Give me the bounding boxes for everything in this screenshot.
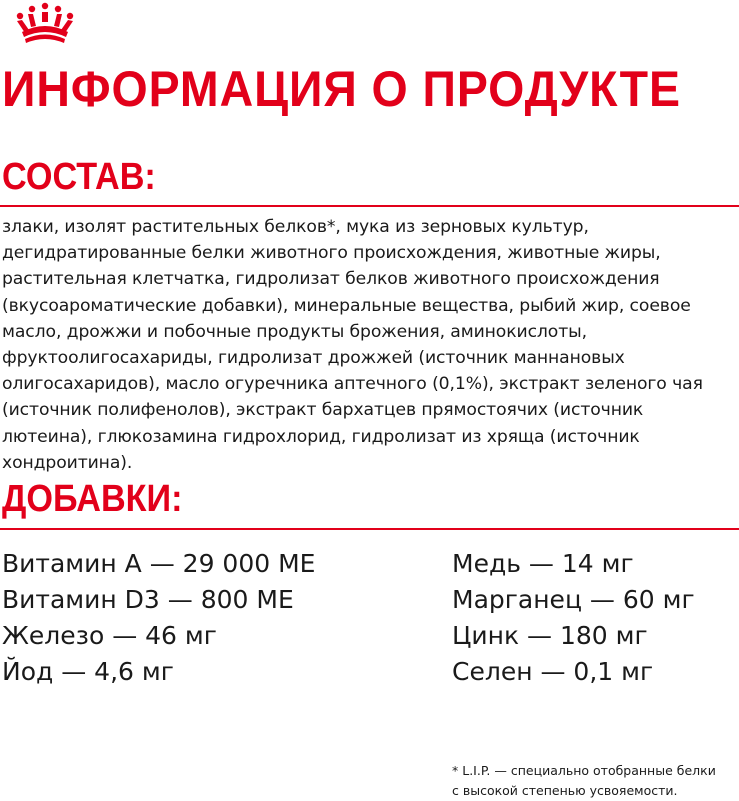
footnote-line-2: с высокой степенью усвояемости.	[452, 783, 678, 798]
additive-item: Цинк — 180 мг	[452, 621, 648, 650]
composition-divider	[0, 205, 739, 207]
additive-item: Витамин D3 — 800 МЕ	[2, 585, 294, 614]
additives-heading: ДОБАВКИ:	[2, 478, 183, 520]
additive-item: Витамин А — 29 000 МЕ	[2, 549, 316, 578]
footnote	[452, 761, 716, 801]
page-title: ИНФОРМАЦИЯ О ПРОДУКТЕ	[2, 61, 681, 117]
footnote-line-1: * L.I.P. — специально отобранные белки	[452, 763, 716, 778]
composition-text: злаки, изолят растительных белков*, мука из зерновых культур, дегидратированные белки животного происхождения, животные жиры, растительная клетчатка, гидролизат белков животного происхождения (вкусоароматические добавки), минеральные вещества, рыбий жир, соевое масло, дрожжи и побочные продукты брожения, аминокислоты, фруктоолигосахариды, гидролизат дрожжей (источник маннановых олигосахаридов), масло огуречника аптечного (0,1%), экстракт зеленого чая (источник полифенолов), экстракт бархатцев прямостоячих (источник лютеина), глюкозамина гидрохлорид, гидролизат из хряща (источник хондроитина).	[2, 217, 703, 473]
additive-item: Железо — 46 мг	[2, 621, 217, 650]
additive-item: Марганец — 60 мг	[452, 585, 695, 614]
additives-divider	[0, 528, 739, 530]
royal-crown-icon	[14, 2, 76, 46]
composition-heading: СОСТАВ:	[2, 156, 156, 198]
additives-list-left	[2, 546, 315, 690]
additive-item: Йод — 4,6 мг	[2, 657, 174, 686]
additive-item: Селен — 0,1 мг	[452, 657, 654, 686]
additive-item: Медь — 14 мг	[452, 549, 634, 578]
additives-list-right	[452, 546, 695, 690]
